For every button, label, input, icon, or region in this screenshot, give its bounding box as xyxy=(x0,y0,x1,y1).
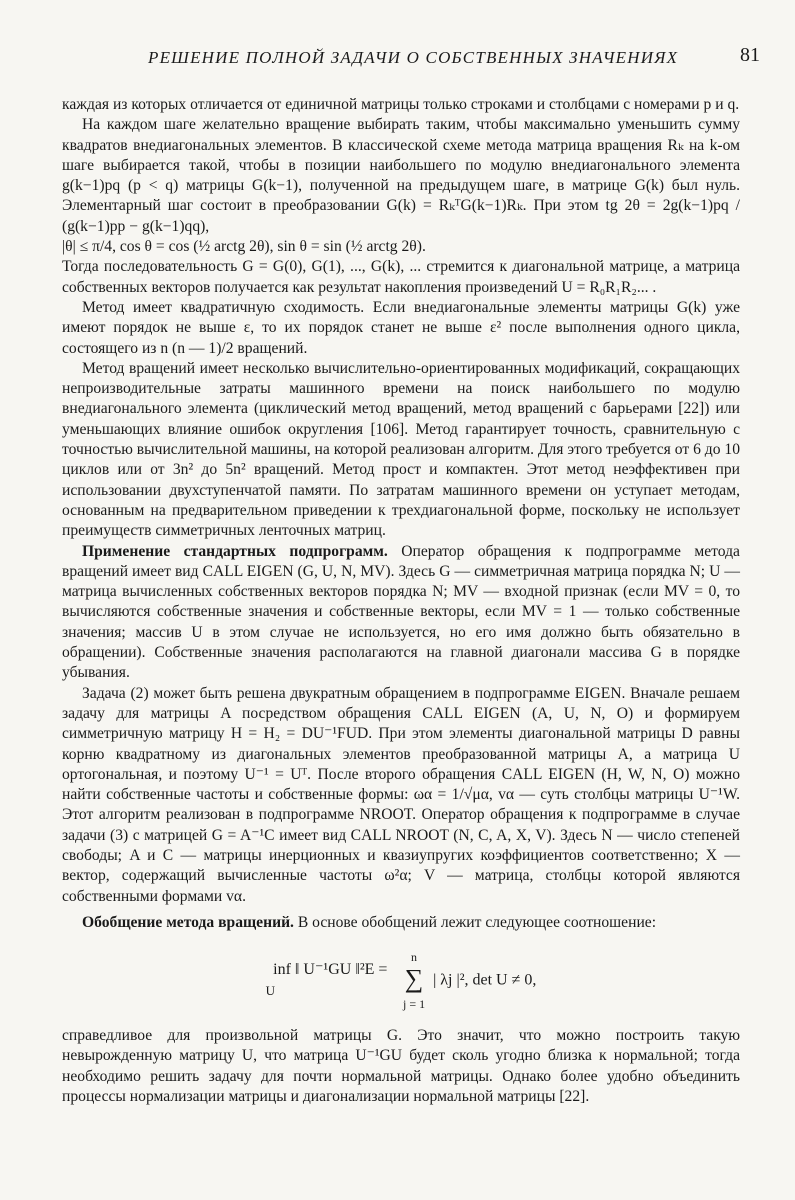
formula-lhs: inf ‖ U⁻¹GU ‖²E = xyxy=(273,961,388,979)
running-title: РЕШЕНИЕ ПОЛНОЙ ЗАДАЧИ О СОБСТВЕННЫХ ЗНАЧЕНИЯХ xyxy=(148,48,679,67)
section-heading: Применение стандартных подпрограмм. xyxy=(82,542,388,560)
sum-sign: ∑ xyxy=(404,964,424,994)
paragraph: Метод имеет квадратичную сходимость. Если внедиагональные элементы матрицы G(k) уже имеют порядок не выше ε, то их порядок станет не выше ε² после выполнения одного цикла, состоящего из n (n — 1)/2 вращений. xyxy=(62,298,740,357)
paragraph: каждая из которых отличается от единичной матрицы только строками и столбцами с номерами p и q. xyxy=(62,96,740,113)
paragraph: Метод вращений имеет несколько вычислительно-ориентированных модификаций, сокращающих непроизводительные затраты машинного времени на поиск наибольшего по модулю внедиагонального элемента (циклический метод вращений, метод вращений с барьерами [22]) или уменьшающих влияние ошибок округления [106]. Метод гарантирует точность, сравнительную с точностью вычислительной машины, на которой реализован алгоритм. Для этого требуется от 6 до 10 циклов или от 3n² до 5n² вращений. Метод прост и компактен. Этот метод неэффективен при использовании двухступенчатой памяти. По затратам машинного времени он уступает методам, основанным на предварительном приведении к трехдиагональной форме, поскольку не использует преимуществ симметричных ленточных матриц. xyxy=(62,359,740,540)
page-body xyxy=(62,95,740,1107)
paragraph: Тогда последовательность G = G(0), G(1), ..., G(k), ... стремится к диагональной матрице, а матрица собственных векторов получается как результат накопления произведений U = R₀R₁R₂... . xyxy=(62,258,740,296)
paragraph: Задача (2) может быть решена двукратным обращением в подпрограмме EIGEN. Вначале решаем задачу для матрицы A посредством обращения CALL EIGEN (A, U, N, O) и формируем симметричную матрицу H = H₂ = DU⁻¹FUD. При этом элементы диагональной матрицы D равны корню квадратному из диагональных элементов преобразованной матрицы A, а матрица U ортогональная, и поэтому U⁻¹ = Uᵀ. После второго обращения CALL EIGEN (H, W, N, O) можно найти собственные частоты и собственные формы: ωα = 1/√μα, vα — суть столбцы матрицы U⁻¹W. Этот алгоритм реализован в подпрограмме NROOT. Оператор обращения к подпрограмме в случае задачи (3) с матрицей G = A⁻¹C имеет вид CALL NROOT (N, C, A, X, V). Здесь N — число степеней свободы; A и C — матрицы инерционных и квазиупругих коэффициентов соответственно; X — вектор, содержащий вычисленные частоты ω²α; V — матрица, столбцы которой являются собственными формами vα. xyxy=(62,684,740,905)
formula-lhs-subscript: U xyxy=(265,982,275,998)
paragraph: справедливое для произвольной матрицы G. Это значит, что можно построить такую невырожденную матрицу U, что матрица U⁻¹GU будет сколь угодно близка к нормальной; тогда необходимо решить задачу для почти нормальной матрицы. Однако более удобно объединить процессы нормализации матрицы и диагонализации нормальной матрицы [22]. xyxy=(62,1027,740,1105)
paragraph: На каждом шаге желательно вращение выбирать таким, чтобы максимально уменьшить сумму квадратов внедиагональных элементов. В классической схеме метода матрица вращения Rₖ на k-ом шаге выбирается такой, чтобы в позиции наибольшего по модулю внедиагонального элемента g(k−1)pq (p < q) матрицы G(k−1), полученной на предыдущем шаге, в матрице G(k) был нуль. Элементарный шаг состоит в преобразовании G(k) = RₖᵀG(k−1)Rₖ. При этом tg 2θ = 2g(k−1)pq / (g(k−1)pp − g(k−1)qq), xyxy=(62,116,740,235)
section-text: В основе обобщений лежит следующее соотношение: xyxy=(297,913,657,931)
sum-lower-limit: j = 1 xyxy=(402,996,426,1011)
section-standard-programs xyxy=(62,542,740,684)
page-number: 81 xyxy=(740,44,760,66)
formula-rhs: | λj |², det U ≠ 0, xyxy=(433,971,537,989)
display-formula xyxy=(62,947,740,1014)
section-text: Оператор обращения к подпрограмме метода вращений имеет вид CALL EIGEN (G, U, N, MV). Здесь G — симметричная матрица порядка N; U — матрица вычисленных собственных векторов порядка N; MV — входной признак (если MV = 0, то вычисляются собственные значения и собственные векторы, если MV = 1 — только собственные значения; массив U в этом случае не используется, но его имя должно быть обязательно в обращении). Собственные значения располагаются на главной диагонали массива G в порядке убывания. xyxy=(62,542,740,682)
section-generalization xyxy=(62,913,740,933)
sum-upper-limit: n xyxy=(411,950,418,965)
section-heading: Обобщение метода вращений. xyxy=(82,913,294,931)
running-header xyxy=(60,44,760,72)
paragraph-formula-line: |θ| ≤ π/4, cos θ = cos (½ arctg 2θ), sin θ = sin (½ arctg 2θ). xyxy=(62,238,426,256)
